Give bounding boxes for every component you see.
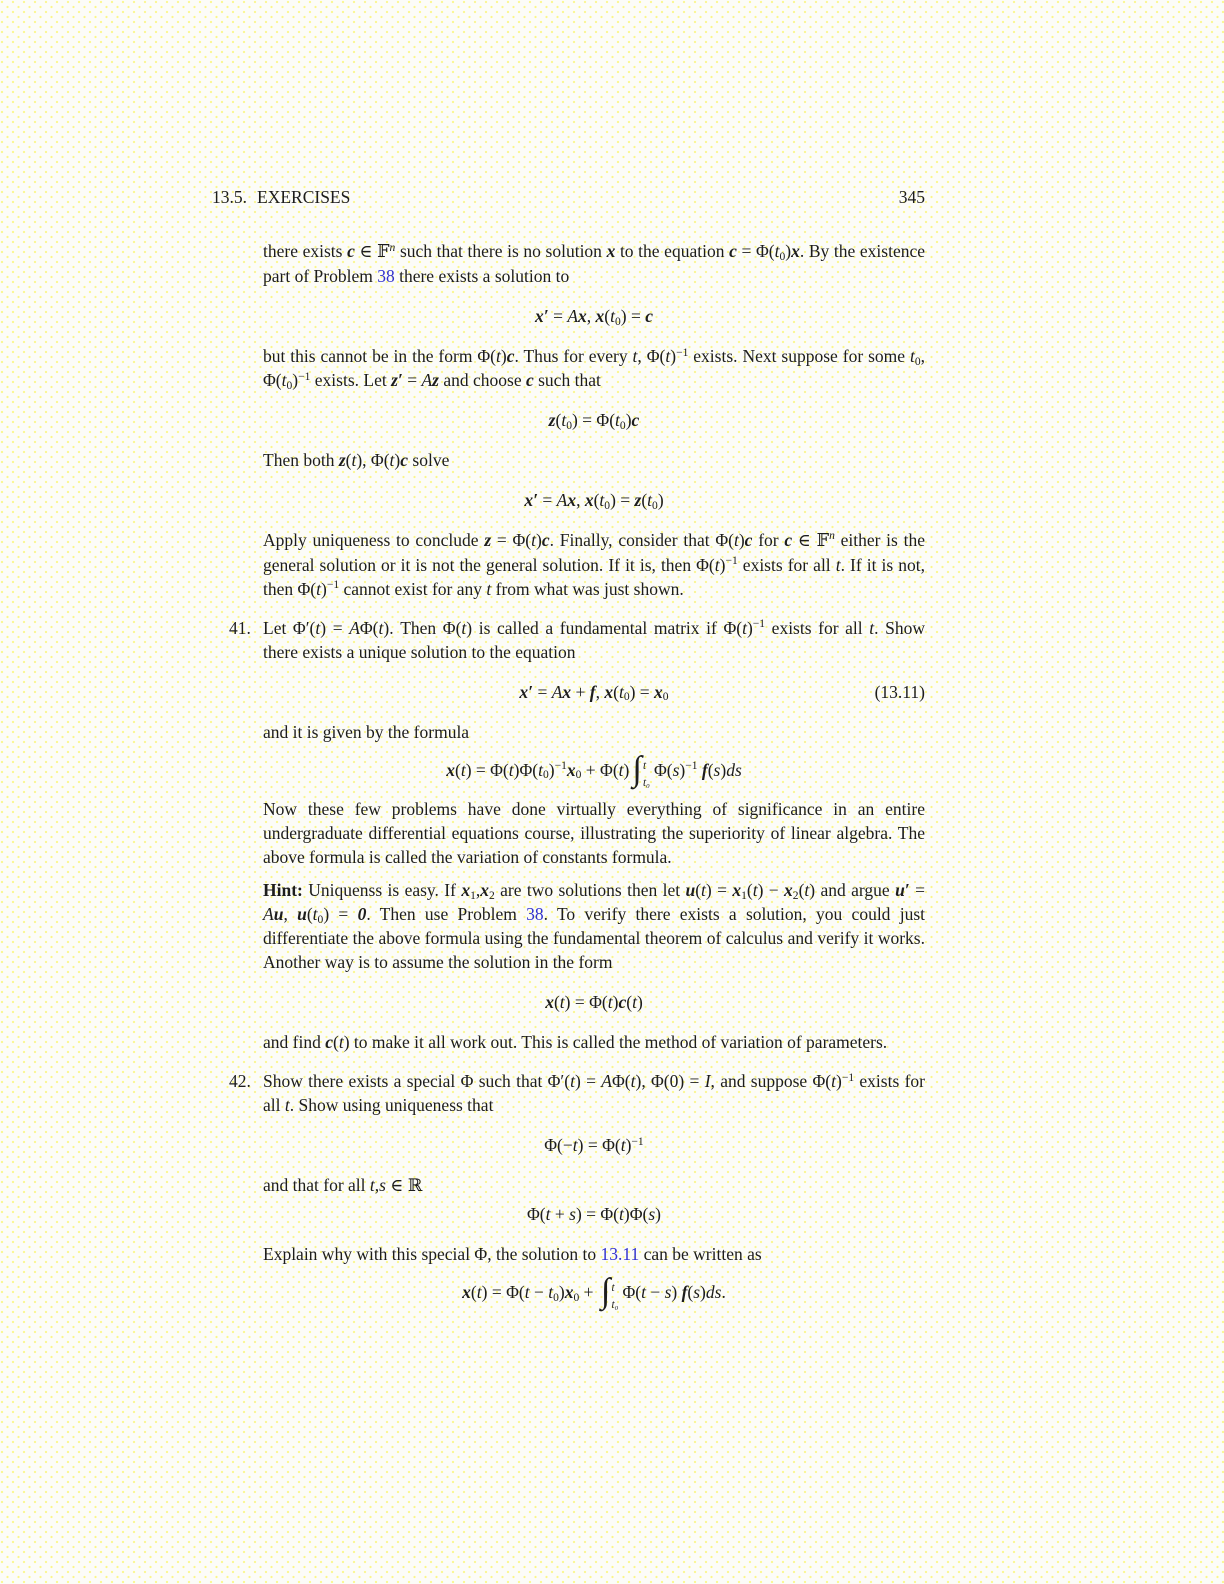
paragraph-variation-of-parameters: and find c(t) to make it all work out. This is called the method of variation of parameters.	[263, 1032, 888, 1053]
equation-ivp-c: x′ = Ax, x(t0) = c	[535, 305, 653, 328]
paragraph-explain-why: Explain why with this special Φ, the solution to 13.11 can be written as	[263, 1243, 762, 1264]
exercise-41-number: 41.	[229, 617, 251, 638]
exercise-41-text: Let Φ′(t) = AΦ(t). Then Φ(t) is called a fundamental matrix if $\Phi(t)^{-1}$ exists for all t. Show there exists a unique solution to the equation	[263, 617, 926, 662]
equation-x-phi-c: x(t) = Φ(t)c(t)	[545, 992, 643, 1013]
equation-13-11-label: (13.11)	[874, 681, 925, 702]
equation-13-11-body: x′ = Ax + f, x(t0) = x0	[519, 681, 669, 704]
equation-phi-semigroup: Φ(t + s) = Φ(t)Φ(s)	[527, 1203, 661, 1224]
exercise-42-number: 42.	[229, 1071, 251, 1092]
exercise-42-text: Show there exists a special Φ such that Φ′(t) = AΦ(t), Φ(0) = I, and suppose $\Phi(t)^{-1}$ exists for all t. Show using uniqueness that	[263, 1071, 925, 1116]
equation-z-t0: z(t0) = Φ(t0)c	[548, 409, 640, 432]
paragraph-inverse-exists: but this cannot be in the form Φ(t)c. Thus for every t, $\Phi(t)^{-1}$ exists. Next suppose for some t0, $\Phi(t0)^{-1}$ exists. Let z′ = Az and choose c such that	[263, 345, 925, 392]
integral-limits: t t₀	[611, 1282, 619, 1312]
equation-13-11	[263, 681, 925, 705]
cross-reference-link[interactable]: 38	[526, 904, 544, 925]
exercise-42	[212, 1070, 925, 1118]
exercise-41	[212, 617, 925, 665]
paragraph-for-all-ts: and that for all t,s ∈ ℝ	[263, 1174, 423, 1196]
running-head	[212, 186, 360, 210]
paragraph-apply-uniqueness: Apply uniqueness to conclude z = Φ(t)c. Finally, consider that Φ(t)c for c ∈ 𝔽$^n$ either is the general solution or it is not the general solution. If it is, then $\Phi(t)^{-1}$ exists for all t. If it is not, then $\Phi(t)^{-1}$ cannot exist for any t from what was just shown.	[263, 529, 925, 599]
paragraph-hint: Hint: Uniquenss is easy. If x1,x2 are two solutions then let u(t) = x1(t) − x2(t) and argue u′ = Au, u(t0) = 0. Then use Problem 38. To verify there exists a solution, you could just differentiate the above formula using the fundamental theorem of calculus and verify it works. Another way is to assume the solution in the form	[263, 880, 925, 973]
section-title: EXERCISES	[257, 187, 351, 207]
section-number: 13.5.	[212, 187, 247, 207]
paragraph-no-solution: there exists c ∈ 𝔽$^n$ such that there is no solution x to the equation c = Φ(t0)x. By the existence part of Problem 38 there exists a solution to	[263, 240, 925, 286]
equation-ivp-z: x′ = Ax, x(t0) = z(t0)	[524, 489, 664, 512]
cross-reference-link[interactable]: 13.11	[600, 1243, 640, 1264]
equation-solution-special-phi: x(t) = Φ(t − t0)x0 + ∫ t t₀ Φ(t − s) f(s)ds.	[462, 1271, 726, 1312]
page-header	[212, 186, 925, 210]
paragraph-now-these-problems: Now these few problems have done virtually everything of significance in an entire undergraduate differential equations course, illustrating the superiority of linear algebra. The above formula is called the variation of constants formula.	[263, 799, 925, 868]
cross-reference-link[interactable]: 38	[377, 265, 395, 286]
paragraph-then-both: Then both z(t), Φ(t)c solve	[263, 449, 450, 470]
integral-limits: t t₀	[642, 759, 650, 789]
page-number: 345	[898, 187, 925, 207]
equation-phi-negative-t: $\Phi(-t) = \Phi(t)^{-1}$	[544, 1135, 644, 1156]
paragraph-given-by-formula: and it is given by the formula	[263, 721, 470, 742]
page-content	[212, 186, 925, 1321]
equation-variation-of-constants: $x(t) = \Phi(t)\Phi(t0)^{-1}x0 + \Phi(t)\int$ t t₀ $\Phi(s)^{-1}$ f(s)ds	[446, 748, 742, 789]
